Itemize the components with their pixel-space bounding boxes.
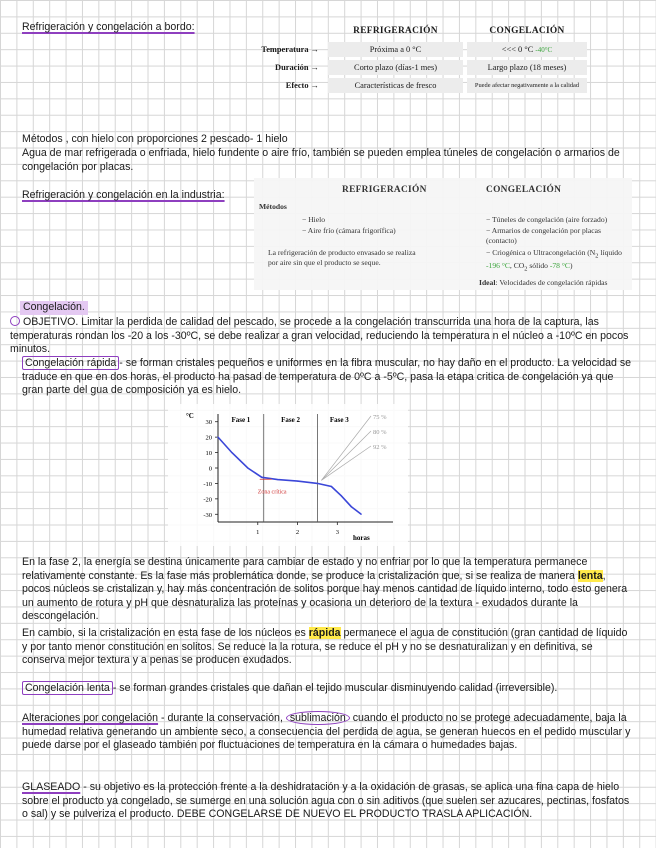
objetivo-paragraph: OBJETIVO. Limitar la perdida de calidad del pescado, se procede a la congelación transcurrida una hora de la captura, las temperaturas rondan los -20 a los -30ºC, se debe realizar a gran velocidad, reduciendo la temperatura n el núcleo a -10ºC en pocos minutos. [10, 316, 629, 356]
annotation-zona-critica: Zona crítica [257, 489, 287, 496]
table2-congel-crio: − Criogénica o Ultracongelación ($N_2$ líquido -196 °C, $CO_2$ sólido -78 °C) [486, 248, 622, 273]
lenta-paragraph: Congelación lenta - se forman grandes cristales que dañan el tejido muscular disminuyendo calidad (irreversible). [22, 682, 634, 696]
table1-row-label: Duración → [275, 63, 319, 72]
y-tick-label: 20 [205, 434, 212, 442]
data-point [261, 477, 262, 478]
y-tick-label: 0 [208, 465, 212, 473]
table2-header-refrig: REFRIGERACIÓN [342, 185, 427, 195]
table1-cell-extra: -40°C [535, 46, 553, 54]
table-a-bordo [240, 20, 591, 96]
data-point [317, 483, 318, 484]
table-industria [254, 178, 632, 290]
table1-cell: Características de fresco [328, 78, 463, 93]
percent-label: 75 % [373, 414, 387, 421]
y-tick-label: 30 [205, 419, 212, 427]
x-tick-label: 3 [335, 529, 339, 536]
table2-refrig-item: − Aire frío (cámara frigorífica) [302, 226, 396, 235]
table2-metodos-label: Métodos [259, 202, 287, 211]
fase2-paragraph: En la fase 2, la energía se destina únicamente para cambiar de estado y no enfriar por lo que la temperatura permanece relativamente constante. Es la fase más problemática donde, se produce la cristalización que, si se realiza de manera lenta, pocos núcleos se cristalizan y, hay más concentración de solitos porque hay menos cantidad de líquido interno, todo esto genera un aumento de rotura y pH que desnaturaliza las proteínas y ocasiona un deterioro de la textura - exudados durante la descongelación. [22, 556, 628, 623]
metodos-paragraph: Agua de mar refrigerada o enfriada, hielo fundente o aire frío, también se pueden emplea túneles de congelación o armarios de congelación por placas. [22, 147, 620, 173]
y-axis-label: °C [186, 412, 194, 420]
bullet-circle-icon [10, 316, 20, 326]
rapida-label: Congelación rápida [22, 356, 119, 370]
data-point [361, 514, 362, 515]
table1-header-refrig: REFRIGERACIÓN [353, 26, 438, 36]
data-point [351, 506, 352, 507]
phase-label: Fase 1 [231, 416, 251, 424]
alteraciones-label: Alteraciones por congelación [22, 712, 159, 724]
percent-label: 80 % [373, 429, 387, 436]
data-point [297, 481, 298, 482]
alteraciones-paragraph: Alteraciones por congelación - durante la conservación, sublimación cuando el producto no se protege adecuadamente, baja la humedad relativa generando un ambiente seco, a consecuencia del perdida de agua, se generan huecos en el pedido muscular y puede darse por el glaseado también por fluctuaciones de temperatura en la cámara o humedades bajas. [22, 712, 631, 752]
phase-label: Fase 3 [329, 416, 349, 424]
table1-row-label: Temperatura → [261, 45, 319, 54]
table2-ideal: Ideal: Velocidades de congelación rápidas [479, 278, 608, 287]
section-title-a-bordo: Refrigeración y congelación a bordo: [22, 21, 195, 33]
heading-congelacion: Congelación. [20, 301, 88, 315]
table1-header-congel: CONGELACIÓN [489, 26, 565, 36]
lenta-label: Congelación lenta [22, 681, 113, 695]
table2-refrig-note: La refrigeración de producto envasado se realiza por aire sin que el producto se seque. [268, 248, 416, 267]
section-title-industria: Refrigeración y congelación en la industria: [22, 189, 225, 201]
table2-refrig-item: − Hielo [302, 215, 326, 224]
metodos-line: Métodos , con hielo con proporciones 2 pescado- 1 hielo [22, 133, 288, 145]
table1-cell-text: <<< 0 °C [501, 45, 534, 54]
fase2-paragraph-rapida: En cambio, si la cristalización en esta fase de los núcleos es rápida permanece el agua de constitución (gran cantidad de líquido y por tanto menor constitución en solitos. Se reduce la la rotura, se reduce el pH y no se desnaturalizan y en definitiva, se conserva mejor textura y a penas se producen exudados. [22, 627, 628, 667]
y-tick-label: 10 [205, 450, 212, 458]
table1-cell: Próxima a 0 °C [328, 42, 463, 57]
table2-congel-item: − Túneles de congelación (aire forzado) [486, 215, 608, 224]
x-tick-label: 2 [295, 529, 300, 536]
y-tick-label: -20 [203, 496, 212, 504]
glaseado-paragraph: GLASEADO - su objetivo es la protección frente a la deshidratación y a la oxidación de grasas, se aplica una fina capa de hielo sobre el producto ya congelado, se sumerge en una solución agua con o sin aditivos (que suelen ser azucares, pectinas, fosfatos o sal) y se pulveriza el producto. DEBE CONGELARSE DE NUEVO EL PRODUCTO TRASLA APLICACIÓN. [22, 781, 630, 821]
phase-label: Fase 2 [281, 416, 301, 424]
glaseado-label: GLASEADO [22, 781, 81, 793]
table1-cell: Corto plazo (días-1 mes) [328, 60, 463, 75]
freezing-curve-chart [168, 404, 408, 546]
table1-cell: Puede afectar negativamente a la calidad [467, 78, 587, 93]
x-tick-label: 1 [256, 529, 260, 536]
data-point [231, 452, 232, 453]
highlight-lenta: lenta [577, 569, 603, 582]
data-point [341, 495, 342, 496]
table2-congel-item: − Armarios de congelación por placas (contacto) [486, 226, 601, 245]
rapida-paragraph: Congelación rápida - se forman cristales pequeños e uniformes en la fibra muscular, no hay daño en el producto. La velocidad se traduce en que en dos horas, el producto ha pasad de temperatura de 0ºC a -5ºC, pasa la etapa critica de congelación ya que gran parte del gua de composición ya es hielo. [22, 357, 632, 397]
table1-cell [467, 42, 587, 57]
sublimacion-oval: sublimación [286, 711, 350, 725]
data-point [217, 437, 218, 438]
percent-label: 92 % [373, 444, 387, 451]
y-tick-label: -30 [203, 511, 212, 519]
x-axis-label: horas [353, 534, 370, 542]
data-point [247, 467, 248, 468]
data-point [277, 479, 278, 480]
data-point [331, 486, 332, 487]
table2-header-congel: CONGELACIÓN [486, 185, 562, 195]
highlight-rapida: rápida [308, 627, 341, 639]
table1-cell: Largo plazo (18 meses) [467, 60, 587, 75]
table1-row-label: Efecto → [285, 81, 319, 90]
y-tick-label: -10 [203, 480, 212, 488]
